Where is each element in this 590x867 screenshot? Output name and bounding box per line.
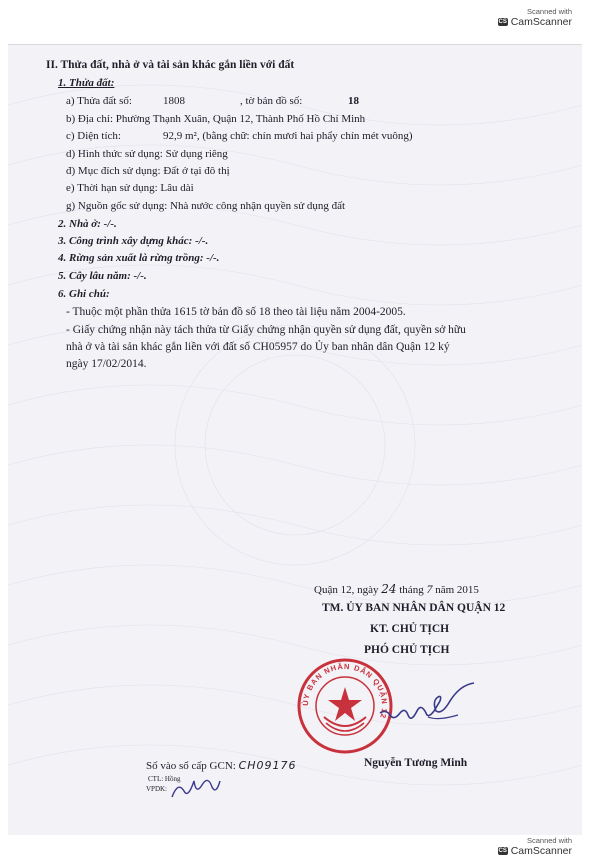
perennial-trees-item: 5. Cây lâu năm: -/-.: [58, 270, 147, 282]
scanner-brand-bottom: CamScanner: [510, 845, 572, 857]
document-page: [8, 44, 582, 835]
date-year: năm 2015: [435, 584, 479, 596]
seal-text: ỦY BAN NHÂN DÂN QUẬN 12: [300, 661, 390, 720]
note-line-3: nhà ở và tài sản khác gắn liền với đất số CH05957 do Ủy ban nhân dân Quận 12 ký: [66, 341, 450, 353]
scanner-watermark-top: [498, 7, 572, 28]
registry-note-2: VPDK:: [146, 785, 168, 793]
other-works-item: 3. Công trình xây dựng khác: -/-.: [58, 235, 209, 247]
scanner-top-line: Scanned with: [526, 7, 572, 16]
note-line-2: - Giấy chứng nhận này tách thửa từ Giấy chứng nhận quyền sử dụng đất, quyền sở hữu: [66, 324, 466, 336]
scanner-watermark-bottom: [498, 836, 572, 857]
scanner-bottom-line: Scanned with: [526, 836, 572, 845]
land-use-form: d) Hình thức sử dụng: Sử dụng riêng: [66, 148, 228, 160]
land-parcel-number: 1808: [163, 95, 185, 107]
scanner-brand: CamScanner: [510, 16, 572, 28]
land-area-label: c) Diện tích:: [66, 130, 121, 142]
section-title: II. Thửa đất, nhà ở và tài sản khác gắn liền với đất: [46, 59, 295, 71]
date-month-label: tháng: [399, 584, 424, 596]
registry-line: [146, 759, 297, 773]
note-line-1: - Thuộc một phần thửa 1615 tờ bản đồ số 18 theo tài liệu năm 2004-2005.: [66, 306, 406, 318]
signing-role-1: KT. CHỦ TỊCH: [370, 623, 450, 635]
registry-number: CH09176: [238, 759, 297, 772]
land-map-label: , tờ bản đồ số:: [240, 95, 303, 107]
land-use-term: e) Thời hạn sử dụng: Lâu dài: [66, 182, 194, 194]
land-address: b) Địa chỉ: Phường Thạnh Xuân, Quận 12, Thành Phố Hồ Chí Minh: [66, 113, 366, 125]
land-area-value: 92,9 m², (bằng chữ: chín mươi hai phẩy chín mét vuông): [163, 130, 413, 142]
registry-note-1: CTL: Hồng: [148, 775, 181, 783]
signer-name: Nguyễn Tương Minh: [364, 757, 468, 769]
house-item: 2. Nhà ở: -/-.: [58, 218, 117, 230]
issue-date: [314, 583, 479, 597]
land-use-purpose: đ) Mục đích sử dụng: Đất ở tại đô thị: [66, 165, 230, 177]
notes-heading: 6. Ghi chú:: [58, 288, 110, 300]
land-use-origin: g) Nguồn gốc sử dụng: Nhà nước công nhận quyền sử dụng đất: [66, 200, 346, 212]
date-prefix: Quận 12, ngày: [314, 584, 379, 596]
initials-signature: [168, 773, 224, 803]
signing-org: TM. ỦY BAN NHÂN DÂN QUẬN 12: [322, 602, 506, 614]
signing-role-2: PHÓ CHỦ TỊCH: [364, 644, 450, 656]
date-day: 24: [381, 582, 397, 596]
forest-item: 4. Rừng sản xuất là rừng trồng: -/-.: [58, 252, 220, 264]
land-heading: 1. Thửa đất:: [58, 77, 115, 89]
camscanner-logo-icon: CS: [498, 19, 507, 25]
date-month: 7: [426, 582, 433, 596]
handwritten-signature: [376, 677, 496, 737]
camscanner-logo-icon-bottom: CS: [498, 848, 507, 854]
land-map-number: 18: [348, 95, 359, 107]
land-parcel-label: a) Thửa đất số:: [66, 95, 132, 107]
note-line-4: ngày 17/02/2014.: [66, 358, 147, 370]
registry-label: Số vào sổ cấp GCN:: [146, 760, 236, 772]
